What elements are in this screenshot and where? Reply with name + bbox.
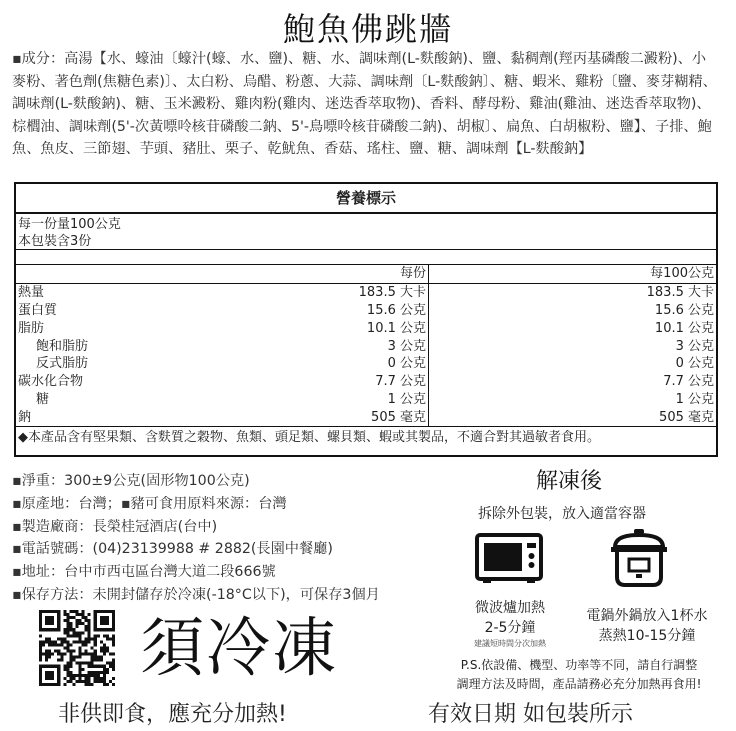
cooker-line1: 電鍋外鍋放入1杯水: [586, 608, 708, 624]
storage: ▪保存方法：未開封儲存於冷凍(-18°C以下)，可保存3個月: [12, 586, 380, 603]
serving-size: 每一份量100公克: [18, 217, 121, 232]
nutrient-per-serving: 1 公克: [198, 391, 429, 409]
cooker-instructions: [572, 606, 722, 646]
nutrient-name: 蛋白質: [18, 302, 58, 318]
microwave-note: 建議短時間分次加熱: [474, 639, 546, 648]
not-ready-to-eat-notice: 非供即食，應充分加熱!: [58, 702, 287, 727]
nutrient-per-100g: 0 公克: [675, 356, 714, 372]
table-row: [16, 302, 716, 320]
address: ▪地址：台中市西屯區台灣大道二段666號: [12, 564, 276, 581]
servings-per-package: 本包裝含3份: [18, 234, 92, 249]
microwave-icon: [475, 533, 543, 585]
keep-frozen-label: 須冷凍: [140, 612, 338, 686]
nutrient-per-serving: 183.5 大卡: [198, 283, 429, 301]
rice-cooker-icon: [609, 527, 669, 589]
nutrient-per-100g: 10.1 公克: [654, 320, 714, 336]
nutrient-per-100g: 1 公克: [675, 391, 714, 407]
col-per-100g: 每100公克: [429, 265, 717, 283]
table-row: [16, 373, 716, 391]
qr-code: [39, 610, 115, 686]
nutrient-per-100g: 505 毫克: [429, 408, 717, 426]
nutrient-per-serving: 3 公克: [198, 337, 429, 355]
microwave-line1: 微波爐加熱: [475, 600, 545, 616]
nutrient-per-100g: 3 公克: [675, 338, 714, 354]
column-header-row: [16, 265, 716, 283]
nutrient-per-serving: 0 公克: [198, 355, 429, 373]
serving-info: [16, 214, 716, 250]
ingredients-text: ▪成分：高湯【水、蠔油〔蠔汁(蠔、水、鹽)、糖、水、調味劑(L-麩酸鈉)、鹽、黏稠劑(羥丙基磷酸二澱粉)、小麥粉、著色劑(焦糖色素)〕、太白粉、烏醋、粉蔥、大蒜、調味劑〔L-麩酸鈉〕、糖、蝦米、雞粉〔鹽、麥芽糊精、調味劑(L-麩酸鈉)、糖、玉米澱粉、雞肉粉(雞肉、迷迭香萃取物)、香料、酵母粉、雞油(雞油、迷迭香萃取物)、棕櫚油、調味劑(5'-次黃嘌呤核苷磷酸二鈉、5'-鳥嘌呤核苷磷酸二鈉)、胡椒〕、扁魚、白胡椒粉、鹽】、子排、鮑魚、魚皮、三節翅、芋頭、豬肚、栗子、乾魷魚、香菇、瑤柱、鹽、糖、調味劑【L-麩酸鈉】: [12, 51, 717, 158]
origin: ▪原產地：台灣；▪豬可食用原料來源：台灣: [12, 495, 287, 512]
table-row: [16, 319, 716, 337]
table-row: [16, 337, 716, 355]
phone: ▪電話號碼：(04)23139988 # 2882(長園中餐廳): [12, 541, 333, 558]
table-row: [16, 283, 716, 301]
nutrient-per-serving: 15.6 公克: [198, 302, 429, 320]
net-weight: ▪淨重：300±9公克(固形物100公克): [12, 473, 250, 489]
nutrient-per-serving: 505 毫克: [198, 408, 429, 426]
nutrient-name: 脂肪: [18, 320, 45, 336]
thaw-subtitle: 拆除外包裝，放入適當容器: [478, 506, 646, 522]
nutrition-table: [16, 265, 716, 427]
nutrient-name: 碳水化合物: [18, 374, 84, 390]
cooker-line2: 蒸熱10-15分鐘: [598, 628, 696, 644]
nutrition-label: [14, 182, 718, 457]
nutrient-name: 飽和脂肪: [36, 338, 89, 354]
nutrient-per-serving: 10.1 公克: [198, 319, 429, 337]
nutrient-name: 鈉: [16, 408, 198, 426]
product-info: [12, 470, 380, 607]
table-row: [16, 355, 716, 373]
table-row: [16, 408, 716, 426]
nutrient-per-serving: 7.7 公克: [198, 373, 429, 391]
table-row: [16, 391, 716, 409]
nutrient-per-100g: 7.7 公克: [663, 374, 714, 390]
microwave-instructions: [464, 598, 556, 638]
ps-line2: 調理方法及時間，產品請務必充分加熱再食用!: [456, 677, 702, 691]
nutrient-per-100g: 183.5 大卡: [646, 285, 714, 301]
nutrient-per-100g: 15.6 公克: [654, 302, 714, 318]
nutrient-name: 反式脂肪: [36, 356, 89, 372]
allergen-warning: ◆本產品含有堅果類、含麩質之穀物、魚類、頭足類、螺貝類、蝦或其製品，不適合對其過敏者食用。: [18, 430, 600, 446]
col-per-serving: 每份: [198, 265, 429, 283]
manufacturer: ▪製造廠商：長榮桂冠酒店(台中): [12, 518, 218, 535]
microwave-line2: 2-5分鐘: [484, 620, 536, 636]
table-spacer: [16, 250, 716, 265]
expiry-notice: 有效日期 如包裝所示: [428, 702, 633, 727]
thaw-title: 解凍後: [536, 469, 603, 494]
nutrient-name: 熱量: [18, 285, 45, 301]
nutrition-heading: 營養標示: [16, 184, 716, 214]
nutrient-name: 糖: [36, 391, 50, 407]
ps-line1: P.S.依設備、機型、功率等不同，請自行調整: [460, 658, 698, 672]
ps-note: [431, 656, 727, 694]
product-title: 鮑魚佛跳牆: [282, 10, 453, 48]
